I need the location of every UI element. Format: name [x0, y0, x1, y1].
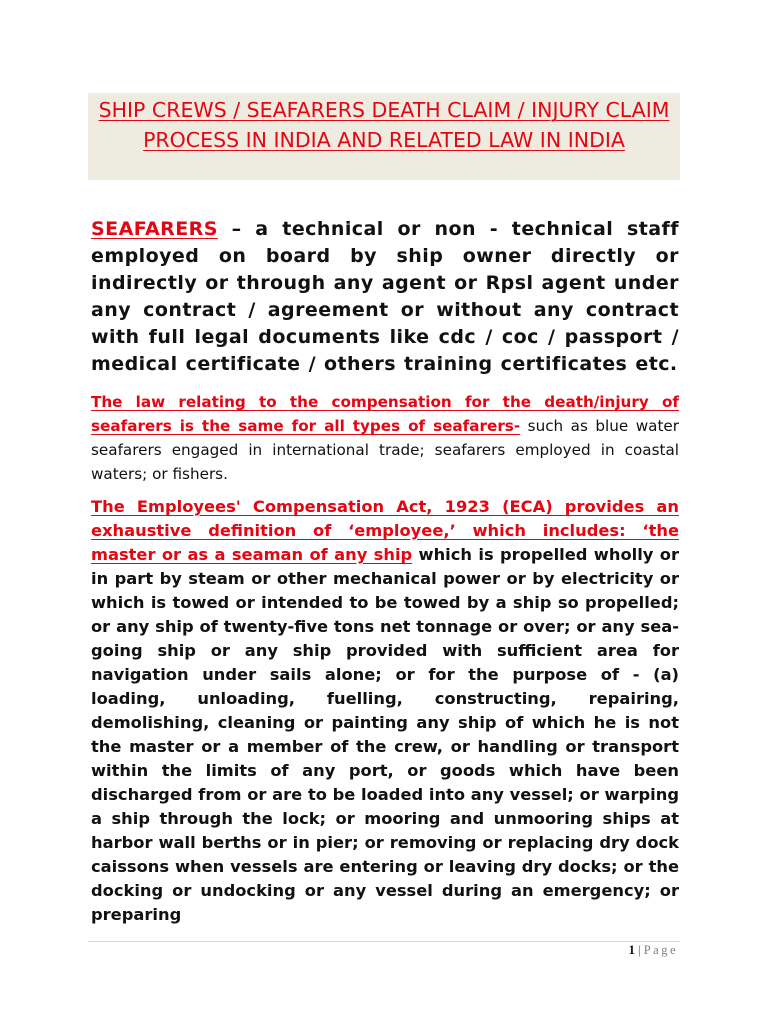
eca-highlight: The Employees' Compensation Act, 1923 (ECA) provides an exhaustive definition of ‘employee,’ which includes: ‘the master or as a seaman of any ship — [91, 497, 679, 564]
seafarers-term: SEAFARERS — [91, 218, 218, 240]
footer-separator: | — [634, 943, 644, 957]
seafarers-definition-text: – a technical or non - technical staff employed on board by ship owner directly or indirectly or through any agent or Rpsl agent under any contract / agreement or without any contract with full legal documents like cdc / coc / passport / medical certificate / others training certificates etc. — [91, 218, 679, 375]
page-label: Page — [643, 943, 678, 957]
page-footer — [629, 943, 678, 958]
document-title: SHIP CREWS / SEAFARERS DEATH CLAIM / INJURY CLAIM PROCESS IN INDIA AND RELATED LAW IN INDIA — [98, 98, 670, 152]
seafarers-definition-paragraph — [91, 216, 679, 378]
page-number: 1 — [628, 943, 635, 957]
title-box — [88, 93, 680, 180]
law-text: such as blue water seafarers engaged in international trade; seafarers employed in coastal waters; or fishers. — [91, 417, 679, 483]
footer-divider — [88, 941, 680, 942]
law-paragraph — [91, 390, 679, 486]
eca-text: which is propelled wholly or in part by steam or other mechanical power or by electricity or which is towed or intended to be towed by a ship so propelled; or any ship of twenty-five tons net tonnage or over; or any sea-going ship or any ship provided with sufficient area for navigation under sails alone; or for the purpose of - (a) loading, unloading, fuelling, constructing, repairing, demolishing, cleaning or painting any ship of which he is not the master or a member of the crew, or handling or transport within the limits of any port, or goods which have been discharged from or are to be loaded into any vessel; or warping a ship through the lock; or mooring and unmooring ships at harbor wall berths or in pier; or removing or replacing dry dock caissons when vessels are entering or leaving dry docks; or the docking or undocking or any vessel during an emergency; or preparing — [91, 545, 679, 924]
eca-paragraph — [91, 495, 679, 927]
law-highlight: The law relating to the compensation for the death/injury of seafarers is the same for all types of seafarers- — [91, 393, 679, 435]
